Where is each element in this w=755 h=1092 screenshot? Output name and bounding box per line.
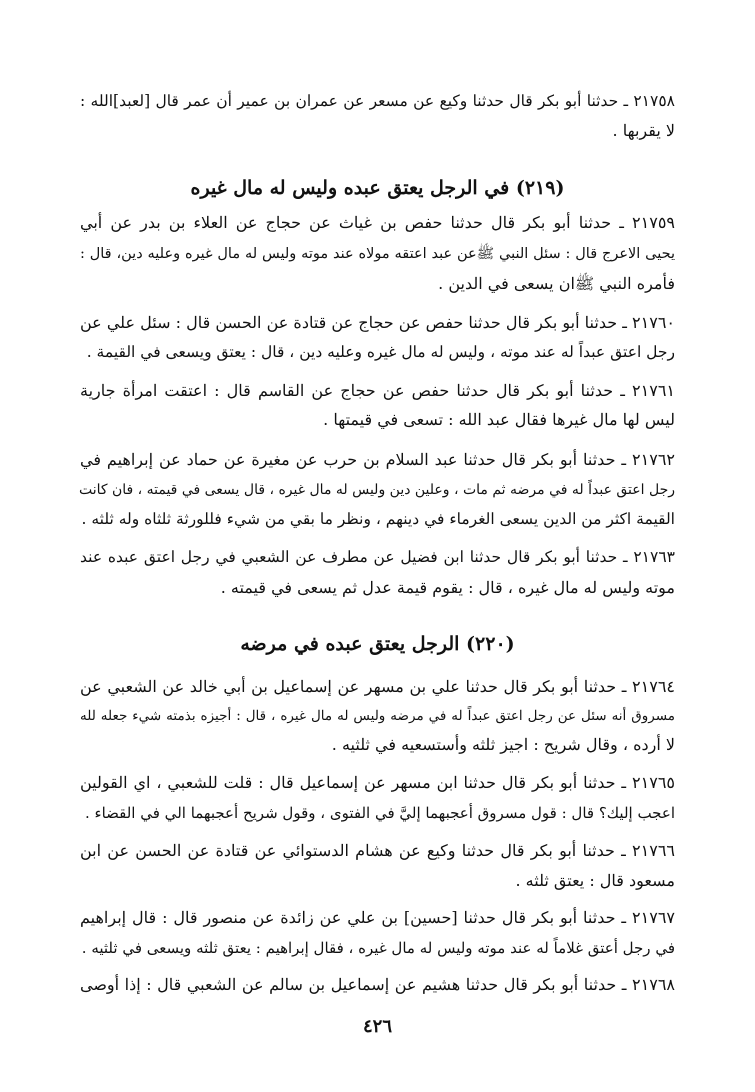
hadith-21766-line-1: ٢١٧٦٦ ـ حدثنا أبو بكر قال حدثنا وكيع عن هشام الدستوائي عن قتادة عن الحسن عن ابن <box>80 841 675 860</box>
hadith-21765-line-2: اعجب إليك؟ قال : قول مسروق أعجبهما إليَّ في الفتوى ، وقول شريح أعجبهما الي في القضاء . <box>84 804 675 822</box>
hadith-21766-line-2: مسعود قال : يعتق ثلثه . <box>515 871 675 890</box>
hadith-21762-line-3: القيمة اكثر من الدين يسعى الغرماء في دينهم ، ونظر ما بقي من شيء فللورثة ثلثاه وله ثلثه . <box>81 510 675 528</box>
hadith-21764-line-1: ٢١٧٦٤ ـ حدثنا أبو بكر قال حدثنا علي بن مسهر عن إسماعيل بن أبي خالد عن الشعبي عن <box>80 677 675 696</box>
hadith-21759-line-3: فأمره النبي ﷺان يسعى في الدين . <box>438 274 675 293</box>
hadith-21759-line-1: ٢١٧٥٩ ـ حدثنا أبو بكر قال حدثنا حفص بن غياث عن حجاج عن العلاء بن بدر عن أبي <box>80 213 675 232</box>
hadith-21764-line-3: لا أرده ، وقال شريح : اجيز ثلثه وأستسعيه في ثلثيه . <box>331 735 675 754</box>
hadith-21763-line-2: موته وليس له مال غيره ، قال : يقوم قيمة عدل ثم يسعى في قيمته . <box>220 578 675 597</box>
hadith-21768-line-1: ٢١٧٦٨ ـ حدثنا أبو بكر قال حدثنا هشيم عن إسماعيل بن سالم عن الشعبي قال : إذا أوصى <box>80 975 675 994</box>
hadith-21763-line-1: ٢١٧٦٣ ـ حدثنا أبو بكر قال حدثنا ابن فضيل عن مطرف عن الشعبي في رجل اعتق عبده عند <box>80 548 675 566</box>
hadith-21767-line-2: في رجل أعتق غلاماً له عند موته وليس له مال غيره ، فقال إبراهيم : يعتق ثلثه ويسعى في ثلثيه . <box>81 939 675 957</box>
hadith-21758-line-2: لا يقربها . <box>612 121 675 140</box>
hadith-21767-line-1: ٢١٧٦٧ ـ حدثنا أبو بكر قال حدثنا [حسين] بن علي عن زائدة عن منصور قال : قال إبراهيم <box>80 908 675 927</box>
hadith-21762-line-1: ٢١٧٦٢ ـ حدثنا أبو بكر قال حدثنا عبد السلام بن حرب عن مغيرة عن حماد عن إبراهيم في <box>80 450 675 469</box>
hadith-21765-line-1: ٢١٧٦٥ ـ حدثنا أبو بكر قال حدثنا ابن مسهر عن إسماعيل قال : قلت للشعبي ، اي القولين <box>80 773 675 792</box>
hadith-21761-line-2: ليس لها مال غيرها فقال عبد الله : تسعى في قيمتها . <box>323 410 675 429</box>
chapter-heading-220: (٢٢٠) الرجل يعتق عبده في مرضه <box>240 633 515 655</box>
hadith-21759-line-2: يحيى الاعرج قال : سئل النبي ﷺعن عبد اعتقه مولاه عند موته وليس له مال غيره وعليه دين، قال : <box>80 246 675 262</box>
hadith-21760-line-1: ٢١٧٦٠ ـ حدثنا أبو بكر قال حدثنا حفص عن حجاج عن قتادة عن الحسن قال : سئل علي عن <box>80 313 675 332</box>
hadith-21758-line-1: ٢١٧٥٨ ـ حدثنا أبو بكر قال حدثنا وكيع عن مسعر عن عمران بن عمير أن عمر قال [لعبد]الله : <box>80 92 675 110</box>
hadith-21761-line-1: ٢١٧٦١ ـ حدثنا أبو بكر قال حدثنا حفص عن حجاج عن القاسم قال : اعتقت امرأة جارية <box>80 381 675 400</box>
chapter-heading-219: (٢١٩) في الرجل يعتق عبده وليس له مال غيره <box>190 177 565 199</box>
hadith-21762-line-2: رجل اعتق عبداً له في مرضه ثم مات ، وعلين دين وليس له مال غيره ، قال يسعى في قيمته ، فان كانت <box>78 482 675 498</box>
page-number: ٤٢٦ <box>362 1016 392 1037</box>
hadith-21760-line-2: رجل اعتق عبداً له عند موته ، وليس له مال غيره وعليه دين ، قال : يعتق ويسعى في القيمة . <box>86 343 675 361</box>
hadith-21764-line-2: مسروق أنه سئل عن رجل اعتق عبداً له في مرضه وليس له مال غيره ، قال : أجيزه بذمته شيء جعله لله <box>80 708 675 724</box>
